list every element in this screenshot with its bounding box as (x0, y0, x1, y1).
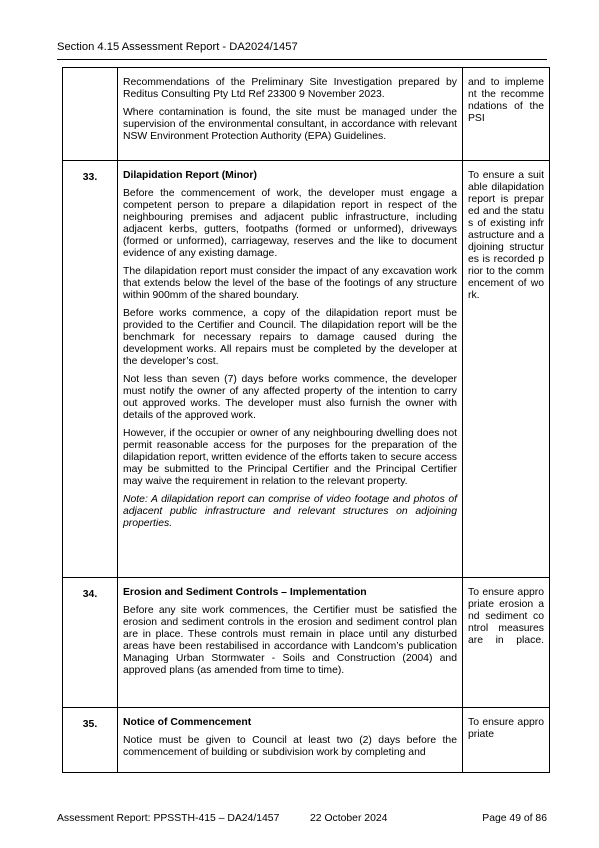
condition-paragraph: Notice must be given to Council at least two (2) days before the commencement of building or subdivision work by completing and (123, 735, 457, 758)
condition-reason-text: and to implement the recommendations of the PSI (468, 77, 544, 124)
condition-body (118, 68, 463, 161)
condition-number (63, 68, 118, 161)
condition-reason (463, 161, 550, 578)
condition-paragraph: However, if the occupier or owner of any neighbouring dwelling does not permit reasonable access for the purposes for the preparation of the dilapidation report, written evidence of the efforts taken to secure access may be submitted to the Principal Certifier and the Principal Certifier may waive the requirement in relation to the relevant property. (123, 428, 457, 487)
condition-reason (463, 708, 550, 773)
footer-date: 22 October 2024 (310, 813, 388, 824)
footer-report-reference: Assessment Report: PPSSTH-415 – DA24/1457 (57, 813, 280, 824)
condition-reason (463, 578, 550, 708)
condition-row (63, 68, 550, 161)
condition-body (118, 578, 463, 708)
header-rule (57, 59, 547, 60)
condition-number: 35. (63, 708, 118, 773)
conditions-table (62, 67, 550, 773)
condition-paragraph: Before any site work commences, the Certifier must be satisfied the erosion and sediment controls in the erosion and sediment control plan are in place. These controls must remain in place until any disturbed areas have been restabilised in accordance with Landcom’s publication Managing Urban Stormwater - Soils and Construction (2004) and approved plans (as amended from time to time). (123, 605, 457, 676)
condition-body (118, 161, 463, 578)
condition-note: Note: A dilapidation report can comprise of video footage and photos of adjacent public infrastructure and relevant structures on adjoining properties. (123, 494, 457, 529)
condition-row (63, 161, 550, 578)
condition-body (118, 708, 463, 773)
condition-paragraph: Not less than seven (7) days before works commence, the developer must notify the owner of any affected property of the intention to carry out approved works. The developer must also furnish the owner with details of the approved work. (123, 374, 457, 421)
condition-paragraph: Recommendations of the Preliminary Site Investigation prepared by Reditus Consulting Pty Ltd Ref 23300 9 November 2023. (123, 77, 457, 100)
condition-paragraph: Before the commencement of work, the developer must engage a competent person to prepare a dilapidation report in respect of the neighbouring premises and adjacent public infrastructure, including adjacent kerbs, gutters, footpaths (formed or unformed), driveways (formed or unformed), carriageway, reserves and the like to document evidence of any existing damage. (123, 188, 457, 259)
page-footer (57, 812, 547, 826)
condition-title: Dilapidation Report (Minor) (123, 170, 257, 181)
condition-title: Erosion and Sediment Controls – Implementation (123, 587, 367, 598)
conditions-body (63, 68, 550, 773)
condition-number: 34. (63, 578, 118, 708)
condition-title: Notice of Commencement (123, 717, 252, 728)
condition-paragraph: Where contamination is found, the site must be managed under the supervision of the environmental consultant, in accordance with relevant NSW Environment Protection Authority (EPA) Guidelines. (123, 107, 457, 142)
page-header: Section 4.15 Assessment Report - DA2024/1457 (57, 41, 298, 53)
condition-row (63, 578, 550, 708)
condition-paragraph: Before works commence, a copy of the dilapidation report must be provided to the Certifier and Council. The dilapidation report will be the benchmark for necessary repairs to damage caused during the development works. All repairs must be completed by the developer at the developer’s cost. (123, 308, 457, 367)
footer-page-number: Page 49 of 86 (482, 813, 547, 824)
condition-paragraph: The dilapidation report must consider the impact of any excavation work that extends below the level of the base of the footings of any structure within 900mm of the shared boundary. (123, 266, 457, 301)
condition-reason-text: To ensure appropriate erosion and sediment control measures are in place. (468, 587, 544, 646)
condition-reason-text: To ensure appropriate (468, 717, 544, 740)
condition-reason (463, 68, 550, 161)
condition-row (63, 708, 550, 773)
condition-number: 33. (63, 161, 118, 578)
condition-reason-text: To ensure a suitable dilapidation report is prepared and the status of existing infrastructure and adjoining structures is recorded prior to the commencement of work. (468, 170, 544, 301)
